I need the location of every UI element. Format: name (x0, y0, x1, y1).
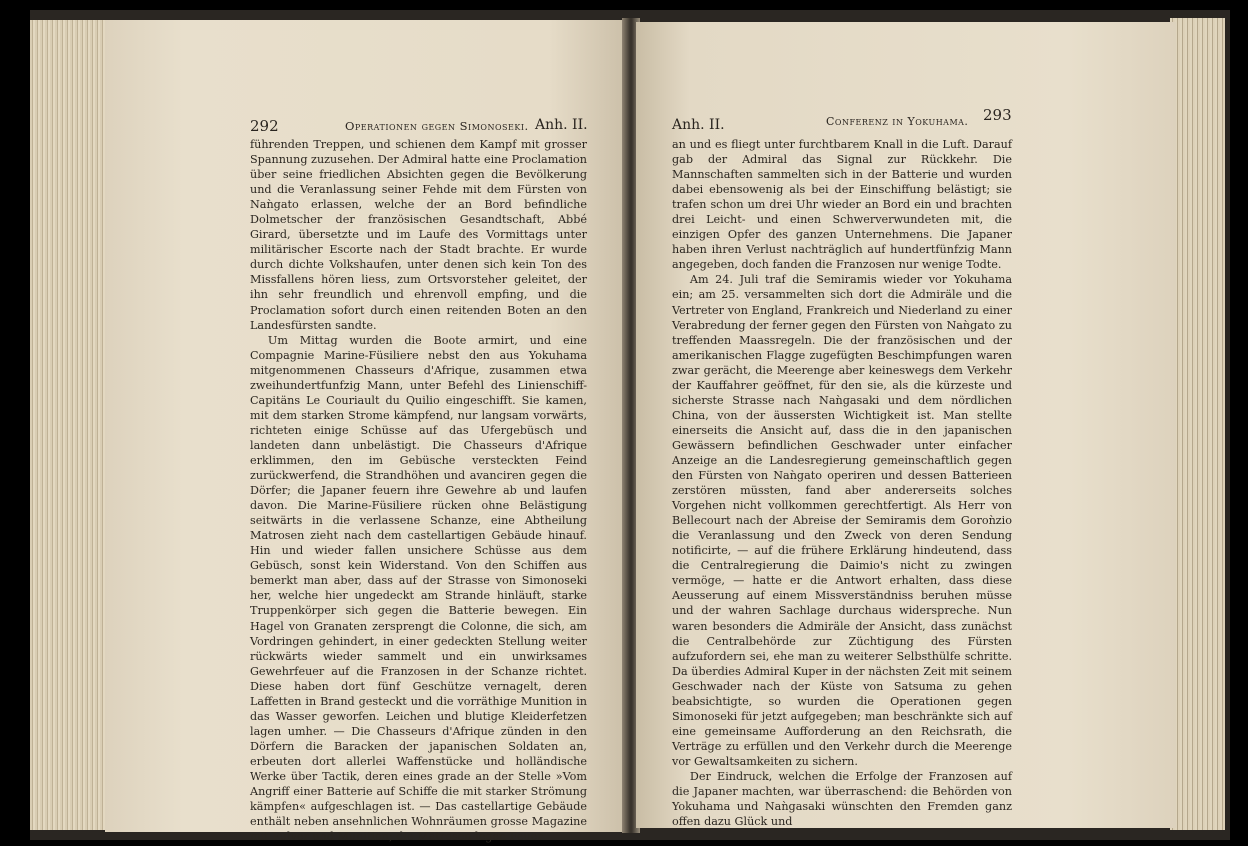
right-body-text (672, 137, 1012, 829)
left-paragraph-1: führenden Treppen, und schienen dem Kampf mit grosser Spannung zuzusehen. Der Admiral hatte eine Proclamation über seine friedlichen Absichten gegen die Bevölkerung und die Veranlassung seiner Fehde mit dem Fürsten von Naǹgato erlassen, welche der an Bord befindliche Dolmetscher der französischen Gesandtschaft, Abbé Girard, übersetzte und im Laufe des Vormittags unter militärischer Escorte nach der Stadt brachte. Er wurde durch dichte Volkshaufen, unter denen sich kein Ton des Missfallens hören liess, zum Ortsvorsteher geleitet, der ihn sehr freundlich und ehrenvoll empfing, und die Proclamation sofort durch einen reitenden Boten an den Landesfürsten sandte. (250, 138, 587, 332)
left-paragraph-2: Um Mittag wurden die Boote armirt, und eine Compagnie Marine-Füsiliere nebst den aus Yokuhama mitgenommenen Chasseurs d'Afrique, zusammen etwa zweihundertfunfzig Mann, unter Befehl des Linienschiff-Capitäns Le Couriault du Quilio eingeschifft. Sie kamen, mit dem starken Strome kämpfend, nur langsam vorwärts, richteten einige Schüsse auf das Ufergebüsch und landeten dann unbelästigt. Die Chasseurs d'Afrique erklimmen, den im Gebüsche versteckten Feind zurückwerfend, die Strandhöhen und avanciren gegen die Dörfer; die Japaner feuern ihre Gewehre ab und laufen davon. Die Marine-Füsiliere rücken ohne Belästigung seitwärts in die verlassene Schanze, eine Abtheilung Matrosen zieht nach dem castellartigen Gebäude hinauf. Hin und wieder fallen unsichere Schüsse aus dem Gebüsch, sonst kein Widerstand. Von den Schiffen aus bemerkt man aber, dass auf der Strasse von Simonoseki her, welche hier ungedeckt am Strande hinläuft, starke Truppenkörper sich gegen die Batterie bewegen. Ein Hagel von Granaten zersprengt die Colonne, die sich, am Vordringen gehindert, in einer gedeckten Stellung weiter rückwärts wieder sammelt und ein unwirksames Gewehrfeuer auf die Franzosen in der Schanze richtet. Diese haben dort fünf Geschütze vernagelt, deren Laffetten in Brand gesteckt und die vorräthige Munition in das Wasser geworfen. Leichen und blutige Kleiderfetzen lagen umher. — Die Chasseurs d'Afrique zünden in den Dörfern die Baracken der japanischen Soldaten an, erbeuten dort allerlei Waffenstücke und holländische Werke über Tactik, deren eines grade an der Stelle »Vom Angriff einer Batterie auf Schiffe die mit starker Strömung kämpfen« aufgeschlagen ist. — Das castellartige Gebäude enthält neben ansehnlichen Wohnräumen grosse Magazine mit Pulver und Munition; die Matrosen legen Feuer (250, 333, 587, 844)
left-page-number: 292 (250, 117, 279, 135)
right-running-head: Conferenz in Yokuhama. (826, 115, 969, 128)
right-section-label: Anh. II. (672, 117, 725, 133)
right-paragraph-2: Am 24. Juli traf die Semiramis wieder vor Yokuhama ein; am 25. versammelten sich dort die Admiräle und die Vertreter von England, Frankreich und Niederland zu einer Verabredung der ferner gegen den Fürsten von Naǹgato zu treffenden Maassregeln. Die der französischen und der amerikanischen Flagge zugefügten Beschimpfungen waren zwar gerächt, die Meerenge aber keineswegs dem Verkehr der Kauffahrer geöffnet, für den sie, als die kürzeste und sicherste Strasse nach Naǹgasaki und dem nördlichen China, von der äussersten Wichtigkeit ist. Man stellte einerseits die Ansicht auf, dass die in den japanischen Gewässern befindlichen Geschwader unter einfacher Anzeige an die Landesregierung gemeinschaftlich gegen den Fürsten von Naǹgato operiren und dessen Batterieen zerstören müssten, fand aber andererseits solches Vorgehen nicht vollkommen gerechtfertigt. Als Herr von Bellecourt nach der Abreise der Semiramis dem Goroǹzio die Veranlassung und den Zweck von deren Sendung notificirte, — auf die frühere Erklärung hindeutend, dass die Centralregierung die Daimio's nicht zu zwingen vermöge, — hatte er die Antwort erhalten, dass diese Aeusserung auf einem Missverständniss beruhen müsse und der wahren Sachlage durchaus widerspreche. Nun waren besonders die Admiräle der Ansicht, dass zunächst die Centralbehörde zur Züchtigung des Fürsten aufzufordern sei, ehe man zu weiterer Selbsthülfe schritte. Da überdies Admiral Kuper in der nächsten Zeit mit seinem Geschwader nach der Küste von Satsuma zu gehen beabsichtigte, so wurden die Operationen gegen Simonoseki für jetzt aufgegeben; man beschränkte sich auf eine gemeinsame Aufforderung an den Reichsrath, die Verträge zu erfüllen und den Verkehr durch die Meerenge vor Gewaltsamkeiten zu sichern. (672, 273, 1012, 768)
left-section-label: Anh. II. (535, 117, 588, 133)
right-page-number: 293 (983, 106, 1012, 124)
left-page-edges (30, 20, 110, 830)
right-page-edges (1170, 18, 1225, 830)
right-page (636, 22, 1176, 828)
right-paragraph-1: an und es fliegt unter furchtbarem Knall in die Luft. Darauf gab der Admiral das Signal zur Rückkehr. Die Mannschaften sammelten sich in der Batterie und wurden dabei ebensowenig als bei der Einschiffung belästigt; sie trafen schon um drei Uhr wieder an Bord ein und brachten drei Leicht- und einen Schwerverwundeten mit, die einzigen Opfer des ganzen Unternehmens. Die Japaner haben ihren Verlust nachträglich auf hundertfünfzig Mann angegeben, doch fanden die Franzosen nur wenige Todte. (672, 138, 1012, 272)
left-running-head: Operationen gegen Simonoseki. (345, 119, 529, 133)
left-page (105, 20, 627, 844)
left-body-text (250, 137, 587, 844)
right-paragraph-3: Der Eindruck, welchen die Erfolge der Franzosen auf die Japaner machten, war überraschend: die Behörden von Yokuhama und Naǹgasaki wünschten den Fremden ganz offen dazu Glück und (672, 769, 1012, 829)
